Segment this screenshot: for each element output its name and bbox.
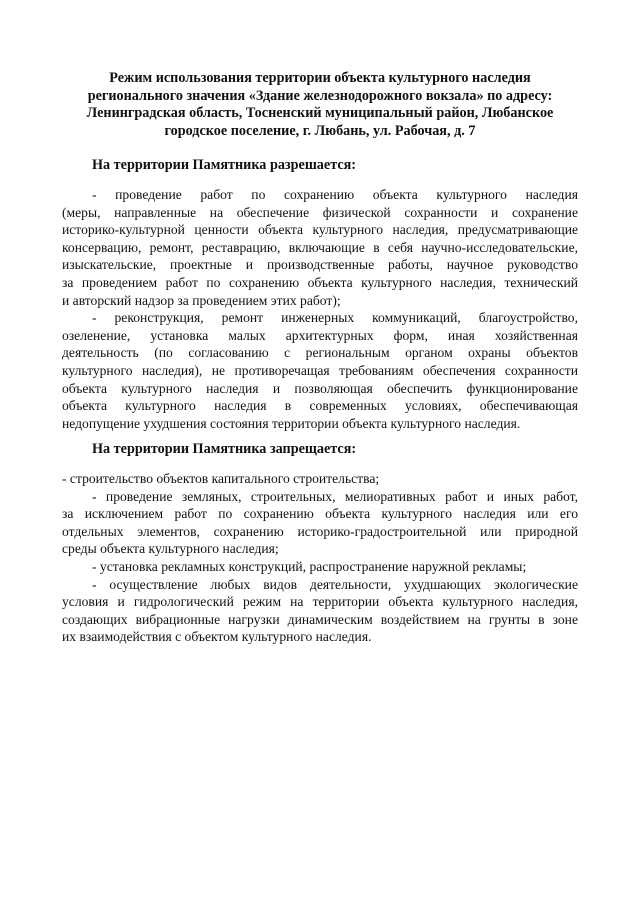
title-line: регионального значения «Здание железнодорожного вокзала» по адресу:	[87, 87, 553, 104]
title-line: городское поселение, г. Любань, ул. Рабочая, д. 7	[164, 122, 476, 139]
text-line: - проведение работ по сохранению объекта культурного наследия	[92, 187, 578, 202]
allowed-paragraph-preservation	[62, 186, 578, 309]
text-line: деятельность (по согласованию с региональным органом охраны объектов	[62, 345, 578, 361]
text-line: за исключением работ по сохранению объекта культурного наследия или его	[62, 506, 578, 522]
text-line: за проведением работ по сохранению объекта культурного наследия, технический	[62, 274, 578, 290]
forbidden-paragraph-earthworks	[62, 488, 578, 558]
forbidden-paragraph-ecology	[62, 576, 578, 646]
text-line: - проведение земляных, строительных, мелиоративных работ и иных работ,	[92, 488, 578, 504]
text-line: культурного наследия), не противоречащая требованиям обеспечения сохранности	[62, 362, 578, 378]
text-line: - строительство объектов капитального строительства;	[62, 471, 380, 486]
allowed-paragraph-reconstruction	[62, 309, 578, 432]
text-line: историко-культурной ценности объекта культурного наследия, предусматривающие	[62, 222, 578, 238]
forbidden-paragraph-construction	[62, 470, 578, 488]
text-line: их взаимодействия с объектом культурного наследия.	[62, 629, 372, 645]
title-line: Режим использования территории объекта культурного наследия	[109, 70, 531, 86]
text-line: - реконструкция, ремонт инженерных коммуникаций, благоустройство,	[92, 310, 578, 326]
text-line: отдельных элементов, сохранению историко-градостроительной или природной	[62, 523, 578, 539]
text-line: недопущение ухудшения состояния территории объекта культурного наследия.	[62, 415, 521, 431]
text-line: - установка рекламных конструкций, распространение наружной рекламы;	[92, 558, 527, 574]
text-line: (меры, направленные на обеспечение физической сохранности и сохранение	[62, 204, 578, 220]
text-line: создающих вибрационные нагрузки динамическим воздействием на грунты в зоне	[62, 611, 578, 627]
forbidden-section	[62, 470, 578, 646]
text-line: консервацию, ремонт, реставрацию, включающие в себя научно-исследовательские,	[62, 239, 578, 255]
document-title	[62, 70, 578, 140]
text-line: озеленение, установка малых архитектурных форм, иная хозяйственная	[62, 327, 578, 343]
forbidden-heading: На территории Памятника запрещается:	[92, 441, 357, 457]
text-line: - осуществление любых видов деятельности, ухудшающих экологические	[92, 576, 578, 592]
title-line: Ленинградская область, Тосненский муниципальный район, Любанское	[86, 105, 554, 121]
text-line: изыскательские, проектные и производственные работы, научное руководство	[62, 257, 578, 273]
text-line: объекта культурного наследия и позволяющая обеспечить функционирование	[62, 380, 578, 396]
text-line: объекта культурного наследия в современных условиях, обеспечивающая	[62, 398, 578, 414]
text-line: условия и гидрологический режим на территории объекта культурного наследия,	[62, 594, 578, 610]
allowed-heading: На территории Памятника разрешается:	[92, 157, 357, 173]
allowed-section	[62, 186, 578, 432]
forbidden-paragraph-advertising	[62, 558, 578, 576]
text-line: и авторский надзор за проведением этих работ);	[62, 292, 341, 308]
text-line: среды объекта культурного наследия;	[62, 541, 279, 557]
